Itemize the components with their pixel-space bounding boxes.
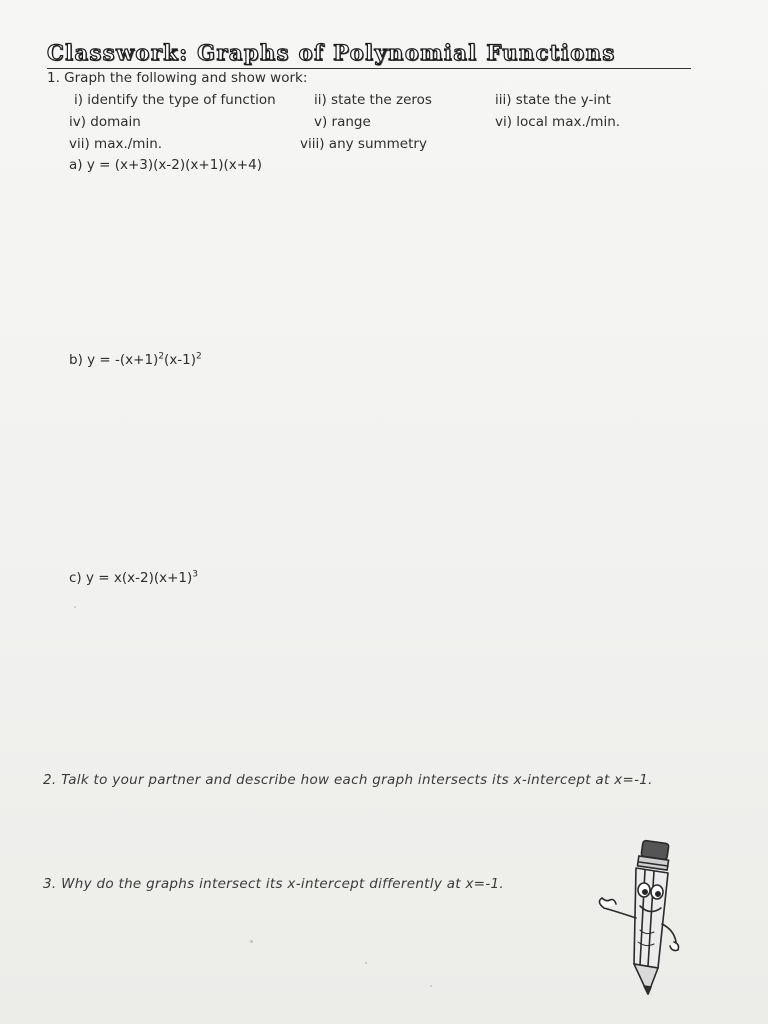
scan-speck (74, 606, 76, 608)
part-c-exponent: 3 (192, 569, 198, 580)
instruction-ii: ii) state the zeros (314, 92, 432, 108)
part-a-equation: a) y = (x+3)(x-2)(x+1)(x+4) (69, 157, 262, 173)
part-c-text: c) y = x(x-2)(x+1) (69, 570, 193, 586)
question-1-stem: 1. Graph the following and show work: (47, 70, 308, 86)
part-b-exponent-1: 2 (158, 351, 165, 362)
instruction-v: v) range (314, 114, 371, 130)
scan-speck (365, 962, 367, 964)
instruction-i: i) identify the type of function (74, 92, 276, 108)
pencil-character-icon (588, 838, 688, 998)
page-title: Classwork: Graphs of Polynomial Functions (47, 40, 616, 65)
instruction-viii: viii) any summetry (300, 136, 427, 152)
question-3: 3. Why do the graphs intersect its x-intercept differently at x=-1. (43, 876, 505, 892)
part-b-exponent-2: 2 (196, 351, 202, 362)
instruction-vii: vii) max./min. (69, 136, 163, 152)
part-c-equation (69, 570, 198, 586)
title-underline (47, 68, 691, 69)
part-b-text-1: b) y = -(x+1) (69, 352, 159, 368)
part-b-equation (69, 352, 202, 368)
instruction-iii: iii) state the y-int (495, 92, 611, 108)
question-2: 2. Talk to your partner and describe how each graph intersects its x-intercept at x=-1. (43, 772, 653, 788)
instruction-vi: vi) local max./min. (495, 114, 621, 130)
scan-speck (430, 985, 432, 987)
scan-speck (250, 940, 253, 943)
instruction-iv: iv) domain (69, 114, 141, 130)
part-b-text-2: (x-1) (164, 352, 197, 368)
